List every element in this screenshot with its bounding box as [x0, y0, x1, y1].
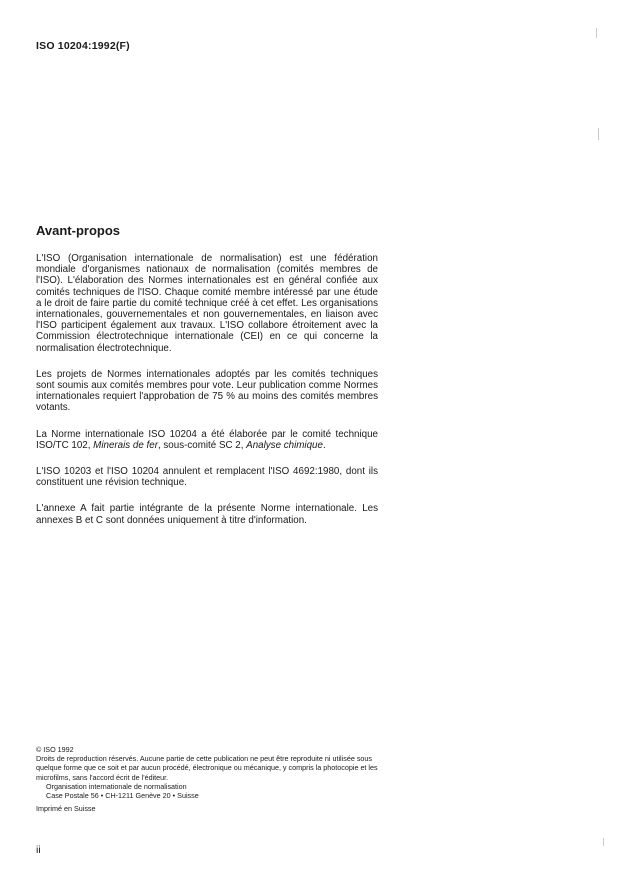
- p3-suffix: .: [322, 439, 326, 451]
- paragraph-5: L'annexe A fait partie intégrante de la présente Norme internationale. Les annexes B et C sont données uniquement à titre d'information.: [36, 503, 378, 526]
- copyright-block: [36, 745, 396, 813]
- paragraph-4: L'ISO 10203 et l'ISO 10204 annulent et remplacent l'ISO 4692:1980, dont ils constituent une révision technique.: [36, 466, 378, 489]
- publisher-address: Case Postale 56 • CH-1211 Genève 20 • Suisse: [46, 791, 199, 801]
- page-number: ii: [36, 844, 41, 856]
- scan-artifact-mark: [603, 838, 604, 846]
- paragraph-2: Les projets de Normes internationales adoptés par les comités techniques sont soumis aux comités membres pour vote. Leur publication comme Normes internationales requiert l'approbation de 75 % au moins des comités membres votants.: [36, 368, 378, 414]
- copyright-rights: Droits de reproduction réservés. Aucune partie de cette publication ne peut être reproduite ni utilisée sous quelque forme que ce soit et par aucun procédé, électronique ou mécanique, y compris la photocopie et les microfilms, sans l'accord écrit de l'éditeur.: [36, 754, 378, 782]
- printed-in: Imprimé en Suisse: [36, 804, 96, 814]
- scan-artifact-mark: [598, 128, 599, 140]
- paragraph-3: [36, 429, 378, 451]
- tc-title: Minerais de fer: [93, 439, 158, 451]
- scan-artifact-mark: [596, 28, 597, 38]
- document-id: ISO 10204:1992(F): [36, 40, 130, 52]
- copyright-notice: © ISO 1992: [36, 745, 74, 754]
- section-title: Avant-propos: [36, 223, 121, 238]
- p3-middle: , sous-comité SC 2,: [157, 439, 247, 451]
- publisher-organization: Organisation internationale de normalisation: [46, 781, 187, 791]
- foreword-body: [36, 253, 378, 526]
- p3-prefix: La Norme internationale ISO 10204 a été élaborée par le comité technique ISO/TC 102,: [36, 428, 378, 451]
- sc-title: Analyse chimique: [246, 439, 323, 451]
- paragraph-1: L'ISO (Organisation internationale de normalisation) est une fédération mondiale d'organismes nationaux de normalisation (comités membres de l'ISO). L'élaboration des Normes internationales est en général confiée aux comités techniques de l'ISO. Chaque comité membre intéressé par une étude a le droit de faire partie du comité technique créé à cet effet. Les organisations internationales, gouvernementales et non gouvernementales, en liaison avec l'ISO participent également aux travaux. L'ISO collabore étroitement avec la Commission électrotechnique internationale (CEI) en ce qui concerne la normalisation électrotechnique.: [36, 253, 378, 354]
